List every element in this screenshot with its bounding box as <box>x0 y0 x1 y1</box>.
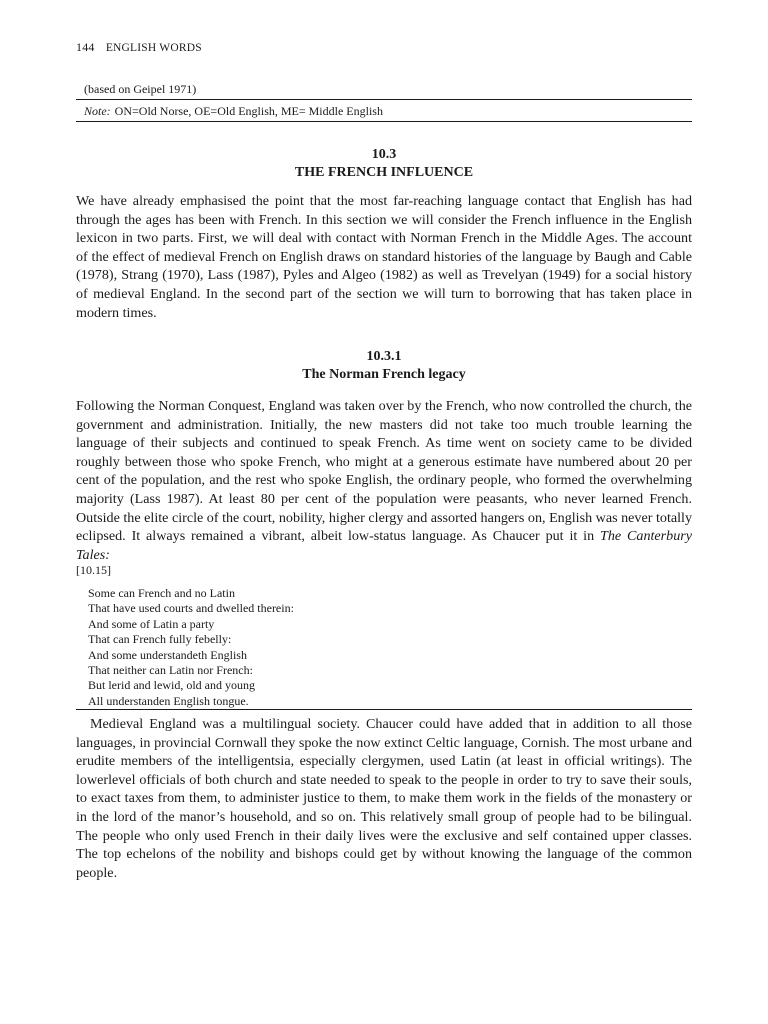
section-number: 10.3 <box>371 147 397 162</box>
quotation-line: That can French fully febelly: <box>88 632 232 647</box>
note-text: ON=Old Norse, OE=Old English, ME= Middle English <box>114 104 383 118</box>
page-number: 144 <box>76 40 95 54</box>
chaucer-quotation <box>88 586 294 709</box>
quotation-line: All understanden English tongue. <box>88 693 249 708</box>
quotation-line: But lerid and lewid, old and young <box>88 678 255 693</box>
table-rule-top <box>76 99 692 100</box>
multilingual-society-paragraph: Medieval England was a multilingual society. Chaucer could have added that in addition to all those languages, in provincial Cornwall they spoke the now extinct Celtic language, Cornish. The most urbane and erudite members of the intelligentsia, especially clergymen, used Latin (at least in official writings). The lowerlevel officials of both church and state needed to speak to the people in order to try to save their souls, to exact taxes from them, to administer justice to them, to make them work in the fields of the monastery or in the lord of the manor’s household, and so on. This relatively small group of people had to be bilingual. The people who only used French in their daily lives were the exclusive and self contained upper classes. The top echelons of the nobility and bishops could get by without knowing the language of the common people. <box>76 716 692 881</box>
running-head-title: ENGLISH WORDS <box>105 42 202 54</box>
quotation-line: Some can French and no Latin <box>88 586 235 600</box>
running-head <box>76 40 202 55</box>
subsection-title: The Norman French legacy <box>302 367 466 382</box>
norman-french-paragraph <box>76 397 692 564</box>
section-heading <box>76 146 692 182</box>
table-source-note: (based on Geipel 1971) <box>84 82 197 96</box>
section-intro-paragraph: We have already emphasised the point that the most far-reaching language contact that English has had through the ages has been with French. In this section we will consider the French influence in the English lexicon in two parts. First, we will deal with contact with Norman French in the Middle Ages. The account of the effect of medieval French on English draws on standard histories of the language by Baugh and Cable (1978), Strang (1970), Lass (1987), Pyles and Algeo (1982) as well as Trevelyan (1949) for a social history of medieval England. In the second part of the section we will turn to borrowing that has taken place in modern times. <box>76 193 692 321</box>
paragraph-text: Following the Norman Conquest, England was taken over by the French, who now controlled the church, the government and administration. Initially, the new masters did not take too much trouble learning the language of their subjects and continued to speak French. As time went on society came to be divided roughly between those who spoke French, who might at a generous estimate have numbered about 20 per cent of the population, and the rest who spoke English, the ordinary people, who formed the overwhelming majority (Lass 1987). At least 80 per cent of the population were peasants, who never learned French. Outside the elite circle of the court, nobility, higher clergy and assorted hangers on, English was never totally eclipsed. It always remained a vibrant, albeit low-status language. As Chaucer put it in <box>76 398 692 545</box>
table-abbreviation-note <box>84 104 383 119</box>
example-reference: [10.15] <box>76 563 111 577</box>
quotation-line: That have used courts and dwelled therein: <box>88 601 294 616</box>
quotation-rule <box>76 709 692 710</box>
quotation-line: That neither can Latin nor French: <box>88 663 253 678</box>
quotation-line: And some of Latin a party <box>88 616 215 631</box>
subsection-number: 10.3.1 <box>366 349 402 364</box>
subsection-heading <box>76 348 692 384</box>
quotation-line: And some understandeth English <box>88 647 247 662</box>
work-title-italic: The Canterbury Tales: <box>76 528 692 563</box>
note-label: Note: <box>84 104 111 118</box>
table-rule-bottom <box>76 121 692 122</box>
section-title: THE FRENCH INFLUENCE <box>294 165 474 180</box>
